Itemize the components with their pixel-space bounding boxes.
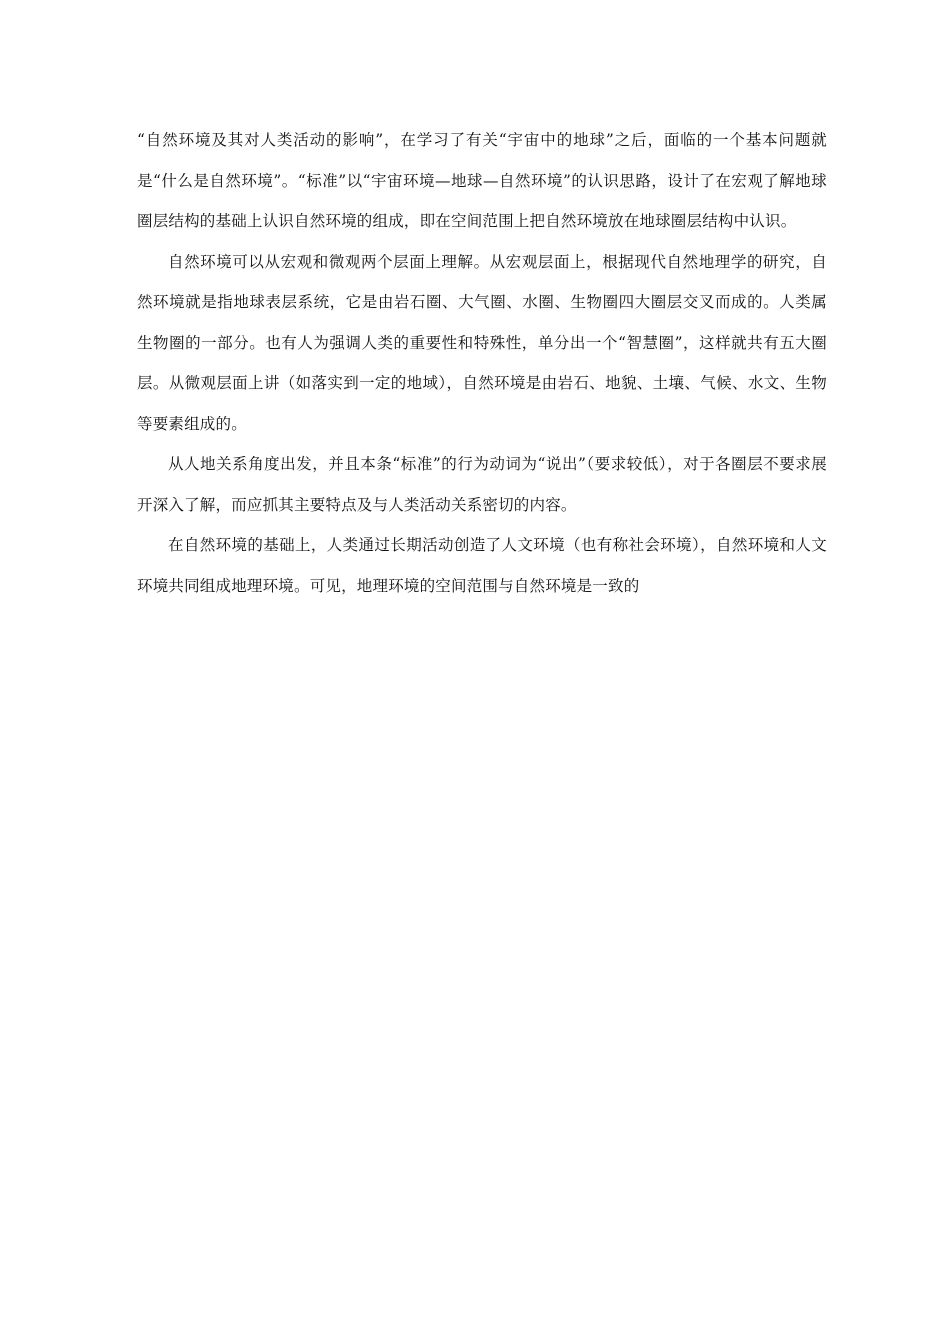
document-body xyxy=(137,120,827,606)
paragraph-1: “自然环境及其对人类活动的影响”，在学习了有关“宇宙中的地球”之后，面临的一个基本问题就是“什么是自然环境”。“标准”以“宇宙环境—地球—自然环境”的认识思路，设计了在宏观了解地球圈层结构的基础上认识自然环境的组成，即在空间范围上把自然环境放在地球圈层结构中认识。 xyxy=(137,131,827,230)
paragraph-4: 在自然环境的基础上，人类通过长期活动创造了人文环境（也有称社会环境），自然环境和人文环境共同组成地理环境。可见，地理环境的空间范围与自然环境是一致的 xyxy=(137,536,827,595)
paragraph-3: 从人地关系角度出发，并且本条“标准”的行为动词为“说出”（要求较低），对于各圈层不要求展开深入了解，而应抓其主要特点及与人类活动关系密切的内容。 xyxy=(137,455,827,514)
paragraph-2: 自然环境可以从宏观和微观两个层面上理解。从宏观层面上，根据现代自然地理学的研究，自然环境就是指地球表层系统，它是由岩石圈、大气圈、水圈、生物圈四大圈层交叉而成的。人类属生物圈的一部分。也有人为强调人类的重要性和特殊性，单分出一个“智慧圈”，这样就共有五大圈层。从微观层面上讲（如落实到一定的地域），自然环境是由岩石、地貌、土壤、气候、水文、生物等要素组成的。 xyxy=(137,252,827,433)
